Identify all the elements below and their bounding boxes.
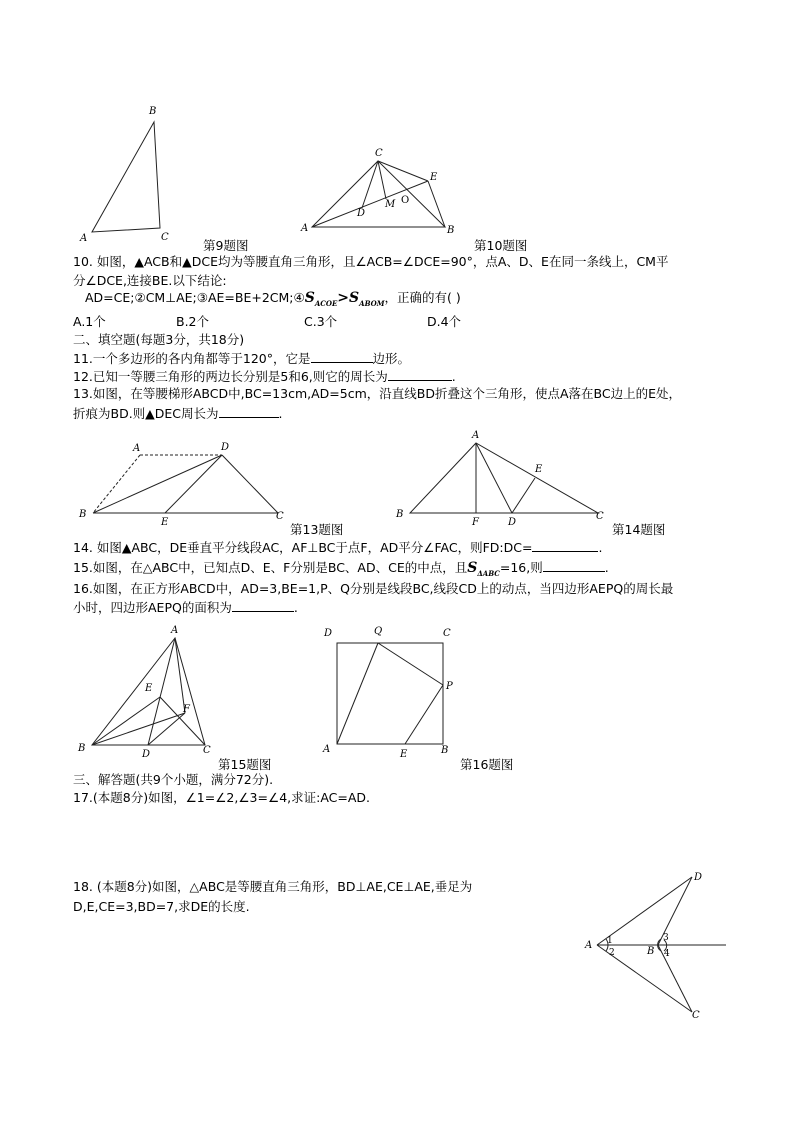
q10-statements bbox=[85, 290, 461, 312]
q10-option-d: D.4个 bbox=[427, 314, 462, 329]
figure-14 bbox=[395, 430, 604, 528]
fig10-label-a: A bbox=[301, 223, 309, 234]
figure-15 bbox=[77, 625, 211, 760]
fig17-label-b: B bbox=[647, 946, 655, 957]
fig15-label-a: A bbox=[171, 625, 179, 636]
fig10-label-b: B bbox=[447, 225, 455, 236]
fig15-label-b: B bbox=[78, 743, 86, 754]
fig17-angle-4: 4 bbox=[664, 949, 670, 959]
fig16-label-e: E bbox=[400, 749, 408, 760]
fig17-angle-3: 3 bbox=[663, 933, 669, 943]
q10-option-b: B.2个 bbox=[176, 314, 210, 329]
q16-answer-blank[interactable] bbox=[232, 599, 294, 612]
fig14-label-c: C bbox=[596, 511, 604, 522]
fig15-label-c: C bbox=[203, 745, 211, 756]
fig14-label-e: E bbox=[535, 464, 543, 475]
fig9-label-a: A bbox=[80, 233, 88, 244]
fig17-angle-2: 2 bbox=[609, 948, 615, 958]
q15: 15.如图，在△ABC中，已知点D、E、F分别是BC、AD、CE的中点，且$S_{\Delta ABC}=16$,则 . bbox=[73, 560, 609, 578]
fig13-caption: 第13题图 bbox=[290, 522, 344, 537]
fig17-label-a: A bbox=[585, 940, 593, 951]
q18-line2: D,E,CE=3,BD=7,求DE的长度. bbox=[73, 899, 250, 914]
fig10-caption: 第10题图 bbox=[474, 238, 528, 253]
figure-16 bbox=[322, 626, 453, 760]
fig10-label-d: D bbox=[357, 208, 366, 219]
fig17-label-d: D bbox=[694, 872, 703, 883]
fig15-label-d: D bbox=[142, 749, 151, 760]
fig16-label-a: A bbox=[323, 744, 331, 755]
fig14-label-b: B bbox=[396, 509, 404, 520]
figure-10 bbox=[300, 148, 454, 236]
fig16-label-d: D bbox=[324, 628, 333, 639]
q12-answer-blank[interactable] bbox=[388, 368, 452, 381]
q15-answer-blank[interactable] bbox=[543, 559, 605, 572]
q10-stmt-b: ，正确的有( ) bbox=[384, 290, 461, 305]
fig13-label-b: B bbox=[79, 509, 87, 520]
q18-line1: 18. (本题8分)如图，△ABC是等腰直角三角形，BD⊥AE,CE⊥AE,垂足为 bbox=[73, 879, 473, 894]
fig16-label-c: C bbox=[443, 628, 451, 639]
fig15-label-e: E bbox=[145, 683, 153, 694]
fig10-label-c: C bbox=[375, 148, 383, 159]
q10-gt: > bbox=[337, 290, 350, 306]
q12: 12.已知一等腰三角形的两边长分别是5和6,则它的周长为 . bbox=[73, 369, 456, 384]
q11-answer-blank[interactable] bbox=[311, 350, 373, 363]
fig13-label-e: E bbox=[161, 517, 169, 528]
fig16-label-q: Q bbox=[374, 626, 383, 637]
fig9-triangle bbox=[92, 122, 160, 232]
q13-line2: 折痕为BD.则▲DEC周长为 . bbox=[73, 406, 283, 421]
q10-option-a: A.1个 bbox=[73, 314, 106, 329]
q16-line2: 小时，四边形AEPQ的面积为 . bbox=[73, 600, 298, 615]
fig10-label-e: E bbox=[430, 172, 438, 183]
fig9-label-c: C bbox=[161, 232, 169, 243]
q14-answer-blank[interactable] bbox=[532, 539, 598, 552]
q10-line2: 分∠DCE,连接BE.以下结论: bbox=[73, 273, 227, 288]
fig14-caption: 第14题图 bbox=[612, 522, 666, 537]
figure-9 bbox=[79, 106, 169, 244]
fig10-triangle-acb bbox=[312, 161, 445, 227]
q17: 17.(本题8分)如图，∠1=∠2,∠3=∠4,求证:AC=AD. bbox=[73, 790, 371, 805]
q13-answer-blank[interactable] bbox=[219, 405, 279, 418]
fig15-caption: 第15题图 bbox=[218, 757, 272, 772]
fig10-label-o: O bbox=[401, 195, 410, 206]
q10-line1: 10. 如图，▲ACB和▲DCE均为等腰直角三角形，且∠ACB=∠DCE=90°，点A、D、E在同一条线上，CM平 bbox=[73, 254, 669, 269]
figure-17 bbox=[584, 872, 726, 1021]
fig13-label-a: A bbox=[133, 443, 141, 454]
q14: 14. 如图▲ABC，DE垂直平分线段AC，AF⊥BC于点F，AD平分∠FAC，则FD:DC= . bbox=[73, 540, 603, 555]
q15-area: $S_{\Delta ABC}$ bbox=[467, 560, 500, 578]
fig17-angle-1: 1 bbox=[607, 936, 613, 946]
q13-line1: 13.如图，在等腰梯形ABCD中,BC=13cm,AD=5cm，沿直线BD折叠这个三角形，使点A落在BC边上的E处， bbox=[73, 386, 681, 401]
figure-13 bbox=[78, 442, 284, 528]
q11: 11.一个多边形的各内角都等于120°，它是 边形。 bbox=[73, 351, 411, 366]
q10-stmt-a: AD=CE;②CM⊥AE;③AE=BE+2CM;④ bbox=[85, 290, 305, 305]
fig17-label-c: C bbox=[692, 1010, 700, 1021]
fig16-label-p: P bbox=[446, 681, 453, 692]
q10-option-c: C.3个 bbox=[304, 314, 338, 329]
section-3-heading: 三、解答题(共9个小题，满分72分). bbox=[73, 772, 274, 787]
fig16-label-b: B bbox=[441, 745, 449, 756]
q16-line1: 16.如图，在正方形ABCD中，AD=3,BE=1,P、Q分别是线段BC,线段CD上的动点，当四边形AEPQ的周长最 bbox=[73, 581, 674, 596]
fig15-label-f: F bbox=[183, 704, 190, 715]
q10-area-2: $S_{ABOM}$ bbox=[349, 290, 385, 308]
fig14-label-a: A bbox=[472, 430, 480, 441]
fig14-label-d: D bbox=[508, 517, 517, 528]
q10-area-1: $S_{ACOE}$ bbox=[304, 290, 338, 308]
fig16-caption: 第16题图 bbox=[460, 757, 514, 772]
fig10-label-m: M bbox=[385, 199, 396, 210]
section-2-heading: 二、填空题(每题3分，共18分) bbox=[73, 332, 245, 347]
fig9-label-b: B bbox=[149, 106, 157, 117]
fig13-label-c: C bbox=[276, 511, 284, 522]
fig9-caption: 第9题图 bbox=[203, 238, 249, 253]
fig13-label-d: D bbox=[221, 442, 230, 453]
fig14-label-f: F bbox=[472, 517, 479, 528]
